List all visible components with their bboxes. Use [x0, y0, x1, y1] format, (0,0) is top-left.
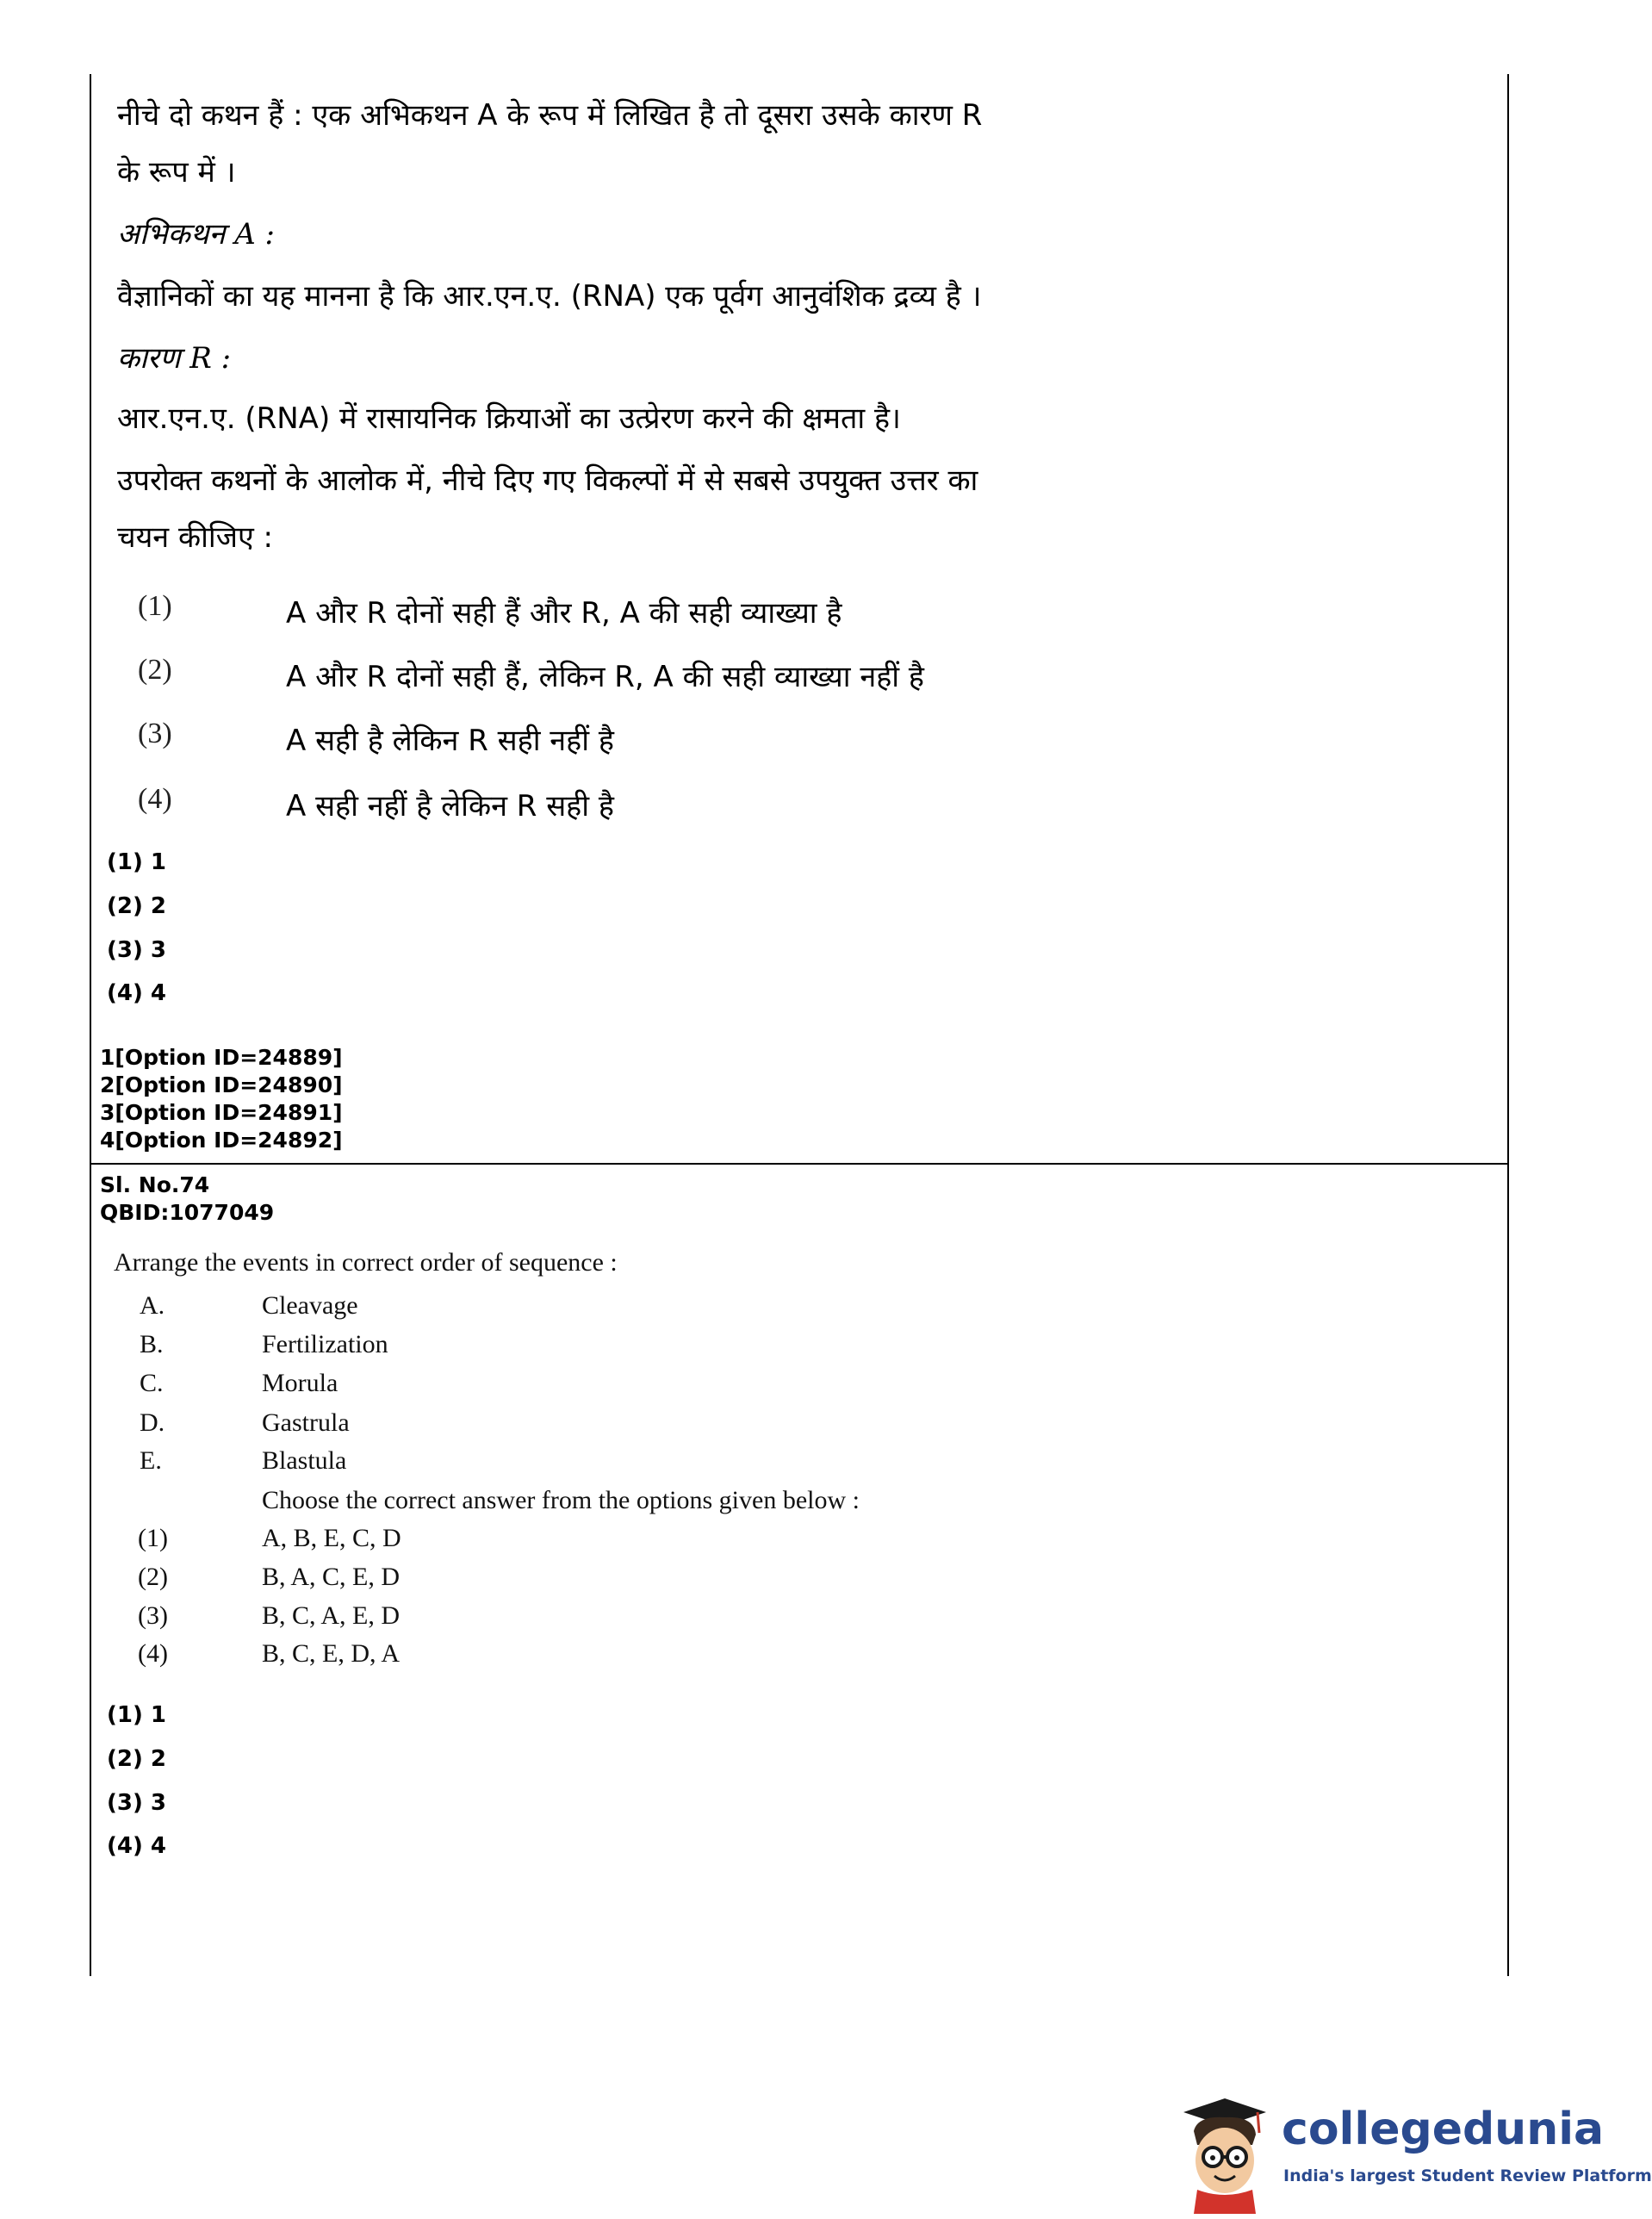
q73-reason-label: कारण R :	[117, 341, 232, 376]
q74-event-label: C.	[140, 1369, 164, 1397]
q73-option-number: (1)	[138, 590, 172, 622]
q73-answer-choice[interactable]: (4) 4	[107, 980, 166, 1006]
q73-option-text: A सही है लेकिन R सही नहीं है	[286, 724, 614, 758]
logo-tagline: India's largest Student Review Platform	[1283, 2166, 1652, 2185]
q74-option-number: (4)	[138, 1639, 168, 1668]
q73-option-text: A और R दोनों सही हैं और R, A की सही व्याख्या है	[286, 596, 842, 631]
q74-event-text: Morula	[262, 1369, 338, 1397]
q74-event-text: Fertilization	[262, 1330, 388, 1358]
q74-choose-text: Choose the correct answer from the options given below :	[262, 1486, 860, 1514]
q74-answer-choice[interactable]: (3) 3	[107, 1790, 166, 1816]
q73-option-text: A सही नहीं है लेकिन R सही है	[286, 789, 614, 824]
q74-event-text: Blastula	[262, 1446, 347, 1475]
q74-event-text: Gastrula	[262, 1408, 350, 1437]
q74-answer-choice[interactable]: (1) 1	[107, 1702, 166, 1728]
option-id: 1[Option ID=24889]	[100, 1045, 343, 1070]
q74-option-text: A, B, E, C, D	[262, 1524, 401, 1552]
logo-wordmark: collegedunia	[1282, 2104, 1605, 2155]
q73-intro-line1: नीचे दो कथन हैं : एक अभिकथन A के रूप में लिखित है तो दूसरा उसके कारण R	[117, 98, 983, 133]
q73-option-number: (3)	[138, 718, 172, 749]
q74-option-text: B, A, C, E, D	[262, 1563, 401, 1591]
q73-answer-choice[interactable]: (1) 1	[107, 849, 166, 875]
q74-answer-choice[interactable]: (4) 4	[107, 1833, 166, 1859]
q74-event-label: D.	[140, 1408, 165, 1437]
option-id: 2[Option ID=24890]	[100, 1072, 343, 1097]
option-id: 4[Option ID=24892]	[100, 1128, 343, 1153]
q73-answer-choice[interactable]: (3) 3	[107, 937, 166, 963]
q73-answer-choice[interactable]: (2) 2	[107, 893, 166, 919]
q74-option-text: B, C, A, E, D	[262, 1601, 401, 1630]
question-divider	[90, 1163, 1509, 1165]
q74-event-label: E.	[140, 1446, 162, 1475]
page-frame-right	[1507, 74, 1509, 1976]
q74-prompt: Arrange the events in correct order of sequence :	[114, 1248, 618, 1277]
option-id: 3[Option ID=24891]	[100, 1100, 343, 1125]
page-frame-left	[90, 74, 91, 1976]
q73-reason-text: आर.एन.ए. (RNA) में रासायनिक क्रियाओं का उत्प्रेरण करने की क्षमता है।	[117, 401, 901, 436]
collegedunia-logo[interactable]	[1171, 2093, 1652, 2214]
q74-option-number: (2)	[138, 1563, 168, 1591]
q73-instruction-line2: चयन कीजिए :	[117, 520, 274, 555]
q74-option-number: (3)	[138, 1601, 168, 1630]
q74-event-label: A.	[140, 1291, 165, 1320]
q74-serial-number: Sl. No.74	[100, 1172, 210, 1197]
q73-assertion-label: अभिकथन A :	[117, 217, 276, 252]
q74-option-number: (1)	[138, 1524, 168, 1552]
q73-option-ids	[100, 1044, 343, 1154]
q73-assertion-text: वैज्ञानिकों का यह मानना है कि आर.एन.ए. (RNA) एक पूर्वग आनुवंशिक द्रव्य है ।	[117, 279, 982, 314]
q74-answer-choice[interactable]: (2) 2	[107, 1746, 166, 1772]
q74-option-text: B, C, E, D, A	[262, 1639, 401, 1668]
q73-option-number: (2)	[138, 654, 172, 686]
q73-option-text: A और R दोनों सही हैं, लेकिन R, A की सही व्याख्या नहीं है	[286, 660, 924, 694]
q73-option-number: (4)	[138, 783, 172, 815]
q74-qbid: QBID:1077049	[100, 1200, 275, 1225]
q73-intro-line2: के रूप में ।	[117, 155, 236, 190]
q73-instruction-line1: उपरोक्त कथनों के आलोक में, नीचे दिए गए विकल्पों में से सबसे उपयुक्त उत्तर का	[117, 463, 978, 498]
q74-event-label: B.	[140, 1330, 164, 1358]
mascot-icon	[1171, 2093, 1275, 2214]
q74-event-text: Cleavage	[262, 1291, 358, 1320]
